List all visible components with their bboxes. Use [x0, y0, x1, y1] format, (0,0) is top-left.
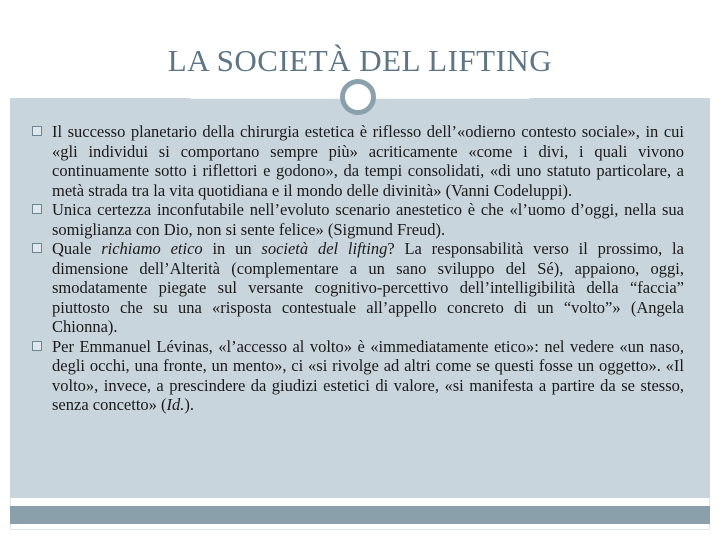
- bullet-text-segment: ).: [184, 395, 195, 414]
- bullet-text-italic: richiamo etico: [101, 239, 203, 258]
- bullet-text-segment: Per Emmanuel Lévinas, «l’accesso al volto» è «immediatamente etico»: nel vedere «un naso, degli occhi, una fronte, un mento», ci «si rivolge ad altri come se questi fosse un oggetto». «Il volto», invece, a prescindere da giudizi estetici di valore, «si manifesta a partire da se stesso, senza concetto» (: [52, 336, 684, 414]
- bullet-text-segment: in un: [202, 239, 262, 258]
- square-bullet-icon: [32, 341, 42, 351]
- bullet-item: [32, 200, 684, 239]
- square-bullet-icon: [32, 243, 42, 253]
- bullet-text: Il successo planetario della chirurgia estetica è riflesso dell’«odierno contesto sociale», in cui «gli individui si comportano sempre più» acriticamente «come i divi, i quali vivono continuamente sotto i riflettori e godono», da tempi consolidati, «di uno statuto particolare, a metà strada tra la vita quotidiana e il mondo delle divinità» (Vanni Codeluppi).: [52, 122, 684, 200]
- bullet-text-segment: Quale: [52, 239, 102, 258]
- bullet-item: [32, 239, 684, 337]
- bullet-text-segment: ? La responsabilità verso il prossimo, la dimensione dell’Alterità (complementare a un sano sviluppo del Sé), appaiono, oggi, smodatamente piegate sul versante cognitivo-percettivo dell’intelligibilità della “faccia” piuttosto che su una «risposta contestuale all’appello concreto di un “volto”» (Angela Chionna).: [52, 239, 684, 336]
- bullet-text: [52, 239, 684, 336]
- bullet-text-italic: Id.: [166, 395, 185, 414]
- square-bullet-icon: [32, 204, 42, 214]
- bullet-text: [52, 337, 684, 415]
- circle-ornament-icon: [340, 79, 376, 115]
- bullet-text-italic: società del lifting: [261, 239, 388, 258]
- bullet-item: [32, 337, 684, 415]
- footer-band: [10, 506, 710, 524]
- square-bullet-icon: [32, 126, 42, 136]
- bullet-text: Unica certezza inconfutabile nell’evoluto scenario anestetico è che «l’uomo d’oggi, nella sua somiglianza con Dio, non si sente felice» (Sigmund Freud).: [52, 200, 684, 239]
- bullet-list: [32, 122, 684, 415]
- bullet-item: [32, 122, 684, 200]
- slide-title: LA SOCIETÀ DEL LIFTING: [167, 43, 553, 78]
